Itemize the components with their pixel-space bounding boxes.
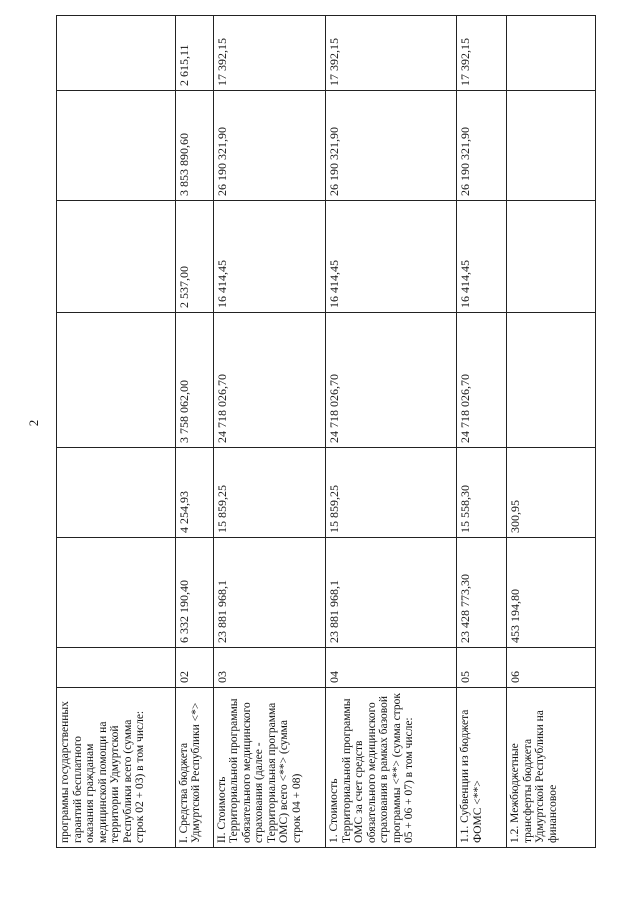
row-code-cell: 02 xyxy=(175,648,213,688)
value-cell: 24 718 026,70 xyxy=(457,313,507,448)
value-cell: 2 537,00 xyxy=(175,201,213,313)
table-row xyxy=(175,16,213,848)
value-cell: 300,95 xyxy=(507,448,596,538)
table-row xyxy=(213,16,326,848)
value-cell: 16 414,45 xyxy=(213,201,326,313)
value-cell: 24 718 026,70 xyxy=(213,313,326,448)
value-cell: 3 758 062,00 xyxy=(175,313,213,448)
value-cell: 26 190 321,90 xyxy=(213,91,326,201)
row-name-cell: 1. Стоимость Территориальной программы ОМС за счет средств обязательного медицинского страхования в рамках базовой программы <**> (сумма строк 05 + 06 + 07) в том числе: xyxy=(326,688,457,848)
value-cell: 24 718 026,70 xyxy=(326,313,457,448)
value-cell: 26 190 321,90 xyxy=(326,91,457,201)
value-cell: 23 881 968,1 xyxy=(326,538,457,648)
page-number: 2 xyxy=(26,419,41,427)
value-cell: 23 428 773,30 xyxy=(457,538,507,648)
value-cell xyxy=(57,201,176,313)
value-cell xyxy=(57,16,176,91)
row-name-cell: 1.2. Межбюджетные трансферты бюджета Удмуртской Республики на финансовое xyxy=(507,688,596,848)
row-name-cell: I. Средства бюджета Удмуртской Республики <*> xyxy=(175,688,213,848)
table-row xyxy=(326,16,457,848)
value-cell: 4 254,93 xyxy=(175,448,213,538)
value-cell xyxy=(507,91,596,201)
value-cell: 16 414,45 xyxy=(326,201,457,313)
value-cell xyxy=(57,538,176,648)
value-cell: 17 392,15 xyxy=(326,16,457,91)
value-cell: 2 615,11 xyxy=(175,16,213,91)
value-cell: 15 859,25 xyxy=(213,448,326,538)
value-cell xyxy=(507,201,596,313)
value-cell xyxy=(507,16,596,91)
budget-table xyxy=(56,15,596,848)
row-code-cell: 04 xyxy=(326,648,457,688)
value-cell xyxy=(507,313,596,448)
row-name-cell: II. Стоимость Территориальной программы обязательного медицинского страхования (далее - Территориальная программа ОМС) всего <**> (сумма строк 04 + 08) xyxy=(213,688,326,848)
value-cell: 23 881 968,1 xyxy=(213,538,326,648)
row-name-cell: 1.1. Субвенции из бюджета ФОМС <**> xyxy=(457,688,507,848)
value-cell: 17 392,15 xyxy=(213,16,326,91)
row-name-cell: программы государственных гарантий бесплатного оказания гражданам медицинской помощи на территории Удмуртской Республики всего (сумма строк 02 + 03) в том числе: xyxy=(57,688,176,848)
row-code-cell: 03 xyxy=(213,648,326,688)
value-cell xyxy=(57,313,176,448)
value-cell: 6 332 190,40 xyxy=(175,538,213,648)
table-row xyxy=(457,16,507,848)
row-code-cell: 06 xyxy=(507,648,596,688)
value-cell xyxy=(57,448,176,538)
rotated-table-region xyxy=(54,0,599,860)
value-cell: 3 853 890,60 xyxy=(175,91,213,201)
value-cell: 16 414,45 xyxy=(457,201,507,313)
table-row xyxy=(507,16,596,848)
value-cell: 15 859,25 xyxy=(326,448,457,538)
row-code-cell: 05 xyxy=(457,648,507,688)
value-cell: 453 194,80 xyxy=(507,538,596,648)
value-cell: 15 558,30 xyxy=(457,448,507,538)
table-row xyxy=(57,16,176,848)
value-cell xyxy=(57,91,176,201)
value-cell: 26 190 321,90 xyxy=(457,91,507,201)
row-code-cell xyxy=(57,648,176,688)
value-cell: 17 392,15 xyxy=(457,16,507,91)
